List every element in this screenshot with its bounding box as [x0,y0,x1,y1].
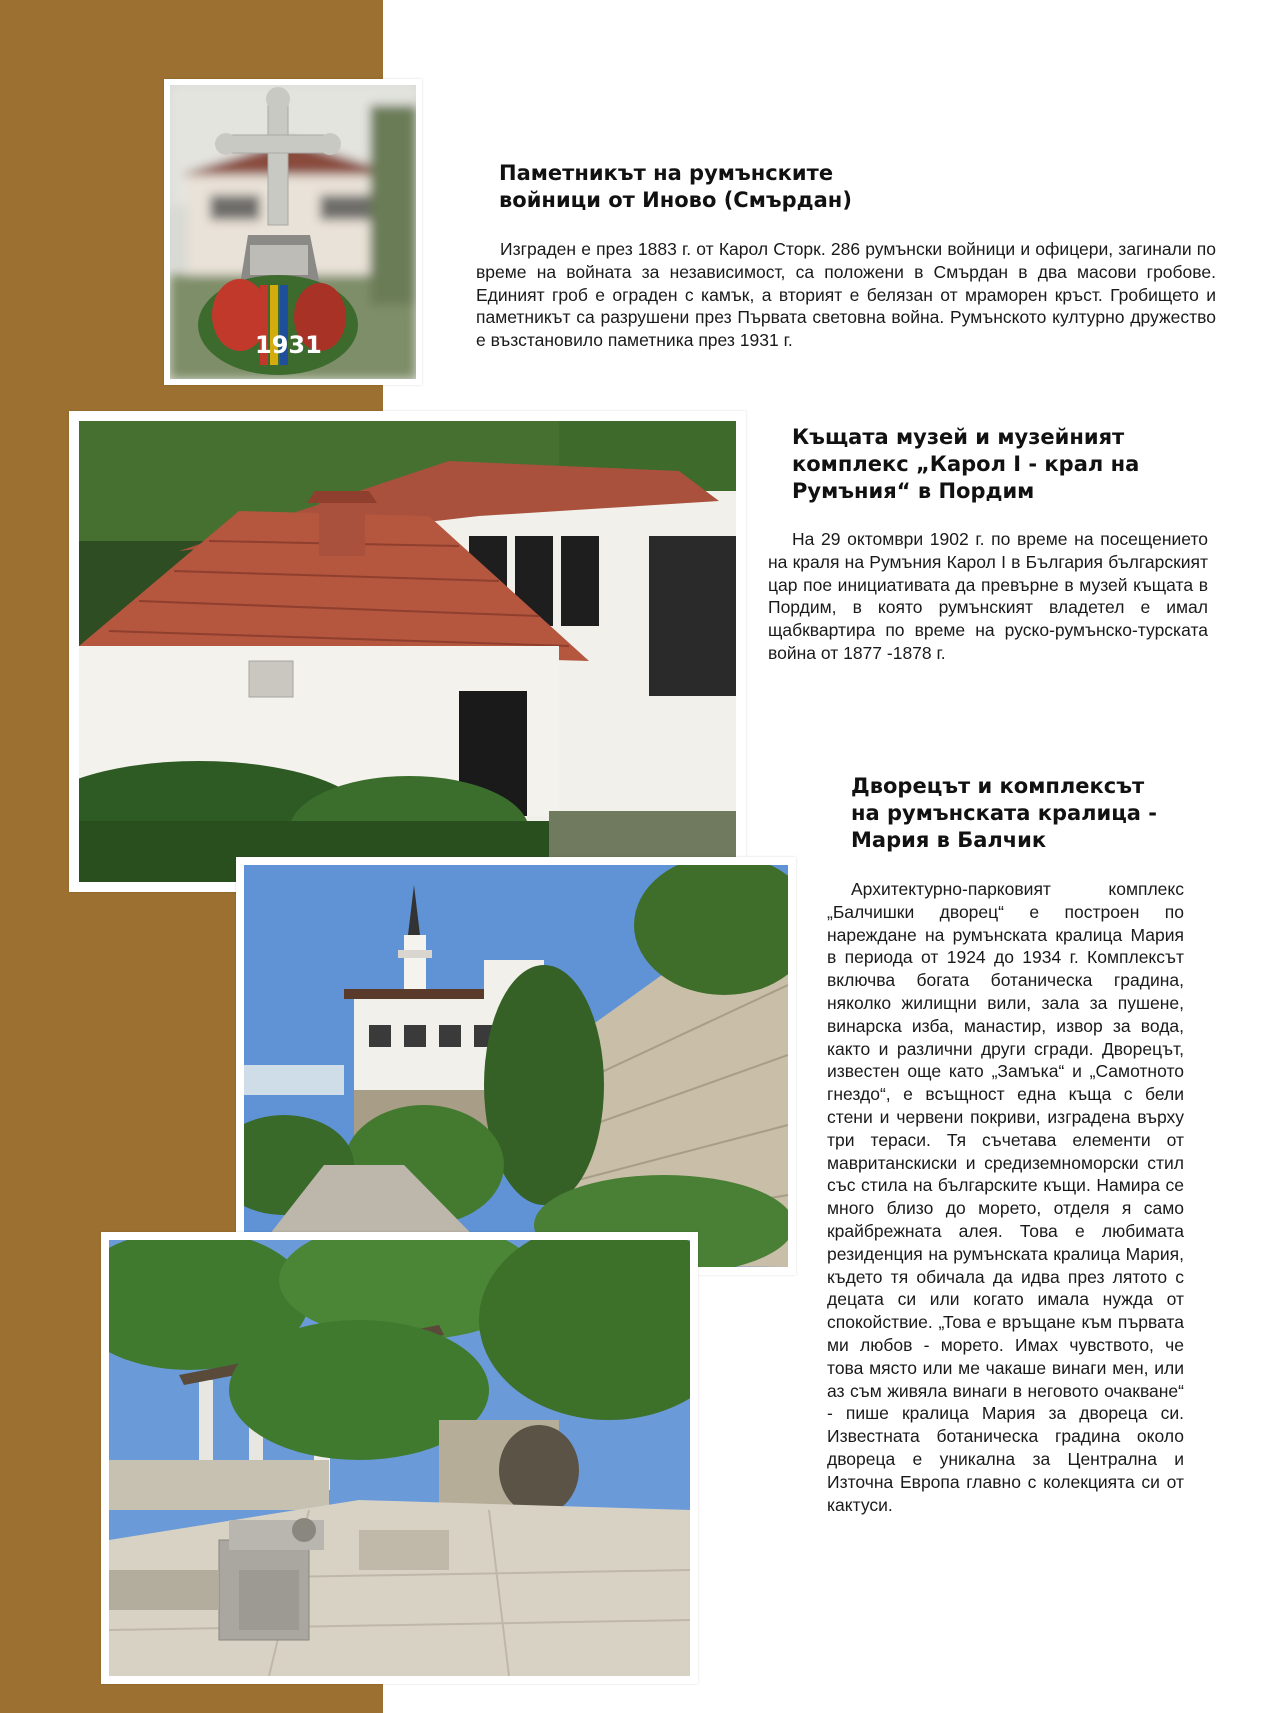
photo-balchik-palace [236,857,796,1275]
section-3-title: Дворецът и комплексът на румънската кралица - Мария в Балчик [851,774,1158,852]
photo-balchik-garden [101,1232,698,1684]
section-1-title: Паметникът на румънските войници от Иново (Смърдан) [499,161,852,212]
wreath-ribbon-text: 1931 [255,331,322,359]
section-2-body: На 29 октомври 1902 г. по време на посещението на краля на Румъния Карол I в България българският цар пое инициативата да превърне в музей къщата в Пордим, в която румънският владетел е имал щабквартира по време на руско-румънско-турската война от 1877 -1878 г. [768,529,1208,663]
section-2-title: Къщата музей и музейният комплекс „Карол I - крал на Румъния“ в Пордим [792,425,1140,503]
section-3-body: Архитектурно-парковият комплекс „Балчишки дворец“ е построен по нареждане на румънската кралица Мария в периода от 1924 до 1934 г. Комплексът включва богата ботаническа градина, няколко жилищни вили, зала за пушене, винарска изба, манастир, извор за вода, както и различни други сгради. Дворецът, известен още като „Замъка“ и „Самотното гнездо“, е всъщност една къща с бели стени и червени покриви, изградена върху три тераси. Тя съчетава елементи от мавританскиски и средиземноморски стил със стила на българските къщи. Намира се много близо до морето, отделя я само крайбрежната алея. Това е любимата резиденция на румънската кралица Мария, където тя обичала да идва през лятото с децата си или когато имала нужда от спокойствие. „Това е връщане към първата ми любов - морето. Имах чувството, че това място или ме чакаше винаги мен, или аз съм живяла винаги в неговото очакване“ - пише кралица Мария за двореца си. Известната ботаническа градина около двореца е уникална за Централна и Източна Европа главно с колекцията си от кактуси. [827,879,1184,1515]
photo-pordim-house [69,411,746,892]
photo-monument-cross [164,79,422,385]
section-1-body: Изграден е през 1883 г. от Карол Сторк. 286 румънски войници и офицери, загинали по време на войната за независимост, са положени в Смърдан в два масови гробове. Единият гроб е ограден с камък, а вторият е белязан от мраморен кръст. Гробището и паметникът са разрушени през Първата световна война. Румънското културно дружество е възстановило паметника през 1931 г. [476,239,1216,351]
